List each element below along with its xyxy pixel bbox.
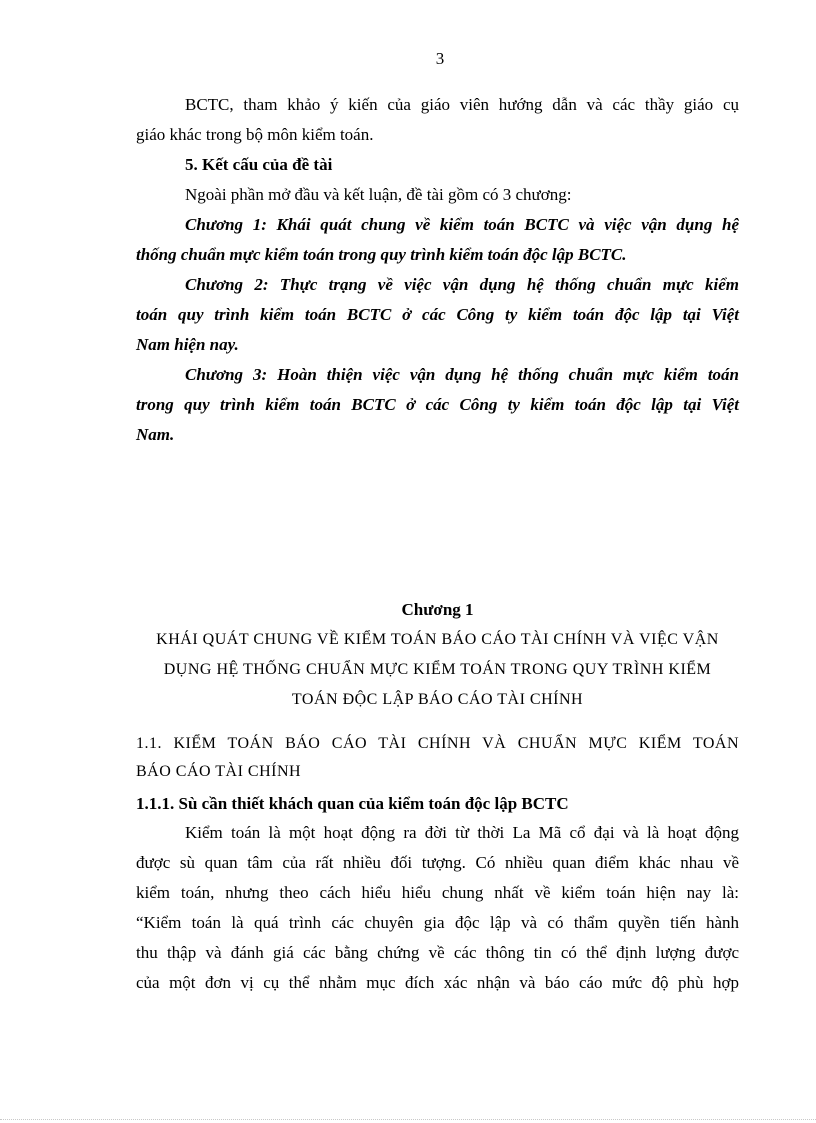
page-number: 3: [435, 49, 445, 68]
chapter-1-summary-line-1: Chương 1: Khái quát chung về kiểm toán BCTC và việc vận dụng hệ: [185, 215, 739, 234]
chapter-3-summary-line-3: Nam.: [136, 425, 175, 444]
intro-line-1: BCTC, tham khảo ý kiến của giáo viên hướng dẫn và các thầy giáo cụ: [185, 95, 739, 114]
section-heading-line-2: BÁO CÁO TÀI CHÍNH: [136, 763, 302, 780]
section-heading: [136, 730, 739, 786]
chapter-2-summary-line-2: toán quy trình kiểm toán BCTC ở các Công ty kiểm toán độc lập tại Việt: [136, 305, 739, 324]
chapter-heading: [136, 626, 739, 716]
paragraph-line-3: kiểm toán, nhưng theo cách hiểu hiểu chung nhất về kiểm toán hiện nay là:: [136, 883, 739, 902]
structure-intro: Ngoài phần mở đầu và kết luận, đề tài gồm có 3 chương:: [185, 185, 572, 204]
paragraph-line-4: “Kiểm toán là quá trình các chuyên gia độc lập và có thẩm quyền tiến hành: [136, 913, 739, 932]
subsection-heading: 1.1.1. Sù cần thiết khách quan của kiểm toán độc lập BCTC: [136, 794, 569, 813]
chapter-1-summary-line-2: thống chuẩn mực kiểm toán trong quy trình kiểm toán độc lập BCTC.: [136, 245, 627, 264]
chapter-heading-line-1: KHÁI QUÁT CHUNG VỀ KIỂM TOÁN BÁO CÁO TÀI CHÍNH VÀ VIỆC VẬN: [156, 631, 719, 648]
chapter-heading-line-2: DỤNG HỆ THỐNG CHUẨN MỰC KIỂM TOÁN TRONG QUY TRÌNH KIỂM: [163, 661, 712, 678]
section-heading-line-1: 1.1. KIỂM TOÁN BÁO CÁO TÀI CHÍNH VÀ CHUẨN MỰC KIỂM TOÁN: [136, 735, 739, 752]
chapter-2-summary-line-3: Nam hiện nay.: [136, 335, 239, 354]
chapter-3-summary-line-2: trong quy trình kiểm toán BCTC ở các Công ty kiểm toán độc lập tại Việt: [136, 395, 739, 414]
chapter-3-summary-line-1: Chương 3: Hoàn thiện việc vận dụng hệ thống chuẩn mực kiểm toán: [185, 365, 739, 384]
paragraph-line-5: thu thập và đánh giá các bằng chứng về các thông tin có thể định lượng được: [136, 943, 739, 962]
chapter-title: Chương 1: [401, 600, 474, 619]
intro-line-2: giáo khác trong bộ môn kiểm toán.: [136, 125, 374, 144]
section-paragraph: [136, 818, 739, 998]
chapter-heading-line-3: TOÁN ĐỘC LẬP BÁO CÁO TÀI CHÍNH: [291, 691, 584, 708]
chapter-2-summary-line-1: Chương 2: Thực trạng về việc vận dụng hệ thống chuẩn mực kiểm: [185, 275, 739, 294]
paragraph-line-6: của một đơn vị cụ thể nhằm mục đích xác nhận và báo cáo mức độ phù hợp: [136, 973, 739, 992]
paragraph-line-1: Kiểm toán là một hoạt động ra đời từ thời La Mã cổ đại và là hoạt động: [185, 823, 739, 842]
intro-section: [136, 90, 739, 450]
page-bottom-rule: [0, 1119, 816, 1120]
structure-heading: 5. Kết cấu của đề tài: [185, 155, 333, 174]
paragraph-line-2: được sù quan tâm của rất nhiều đối tượng. Có nhiều quan điểm khác nhau về: [136, 853, 739, 872]
